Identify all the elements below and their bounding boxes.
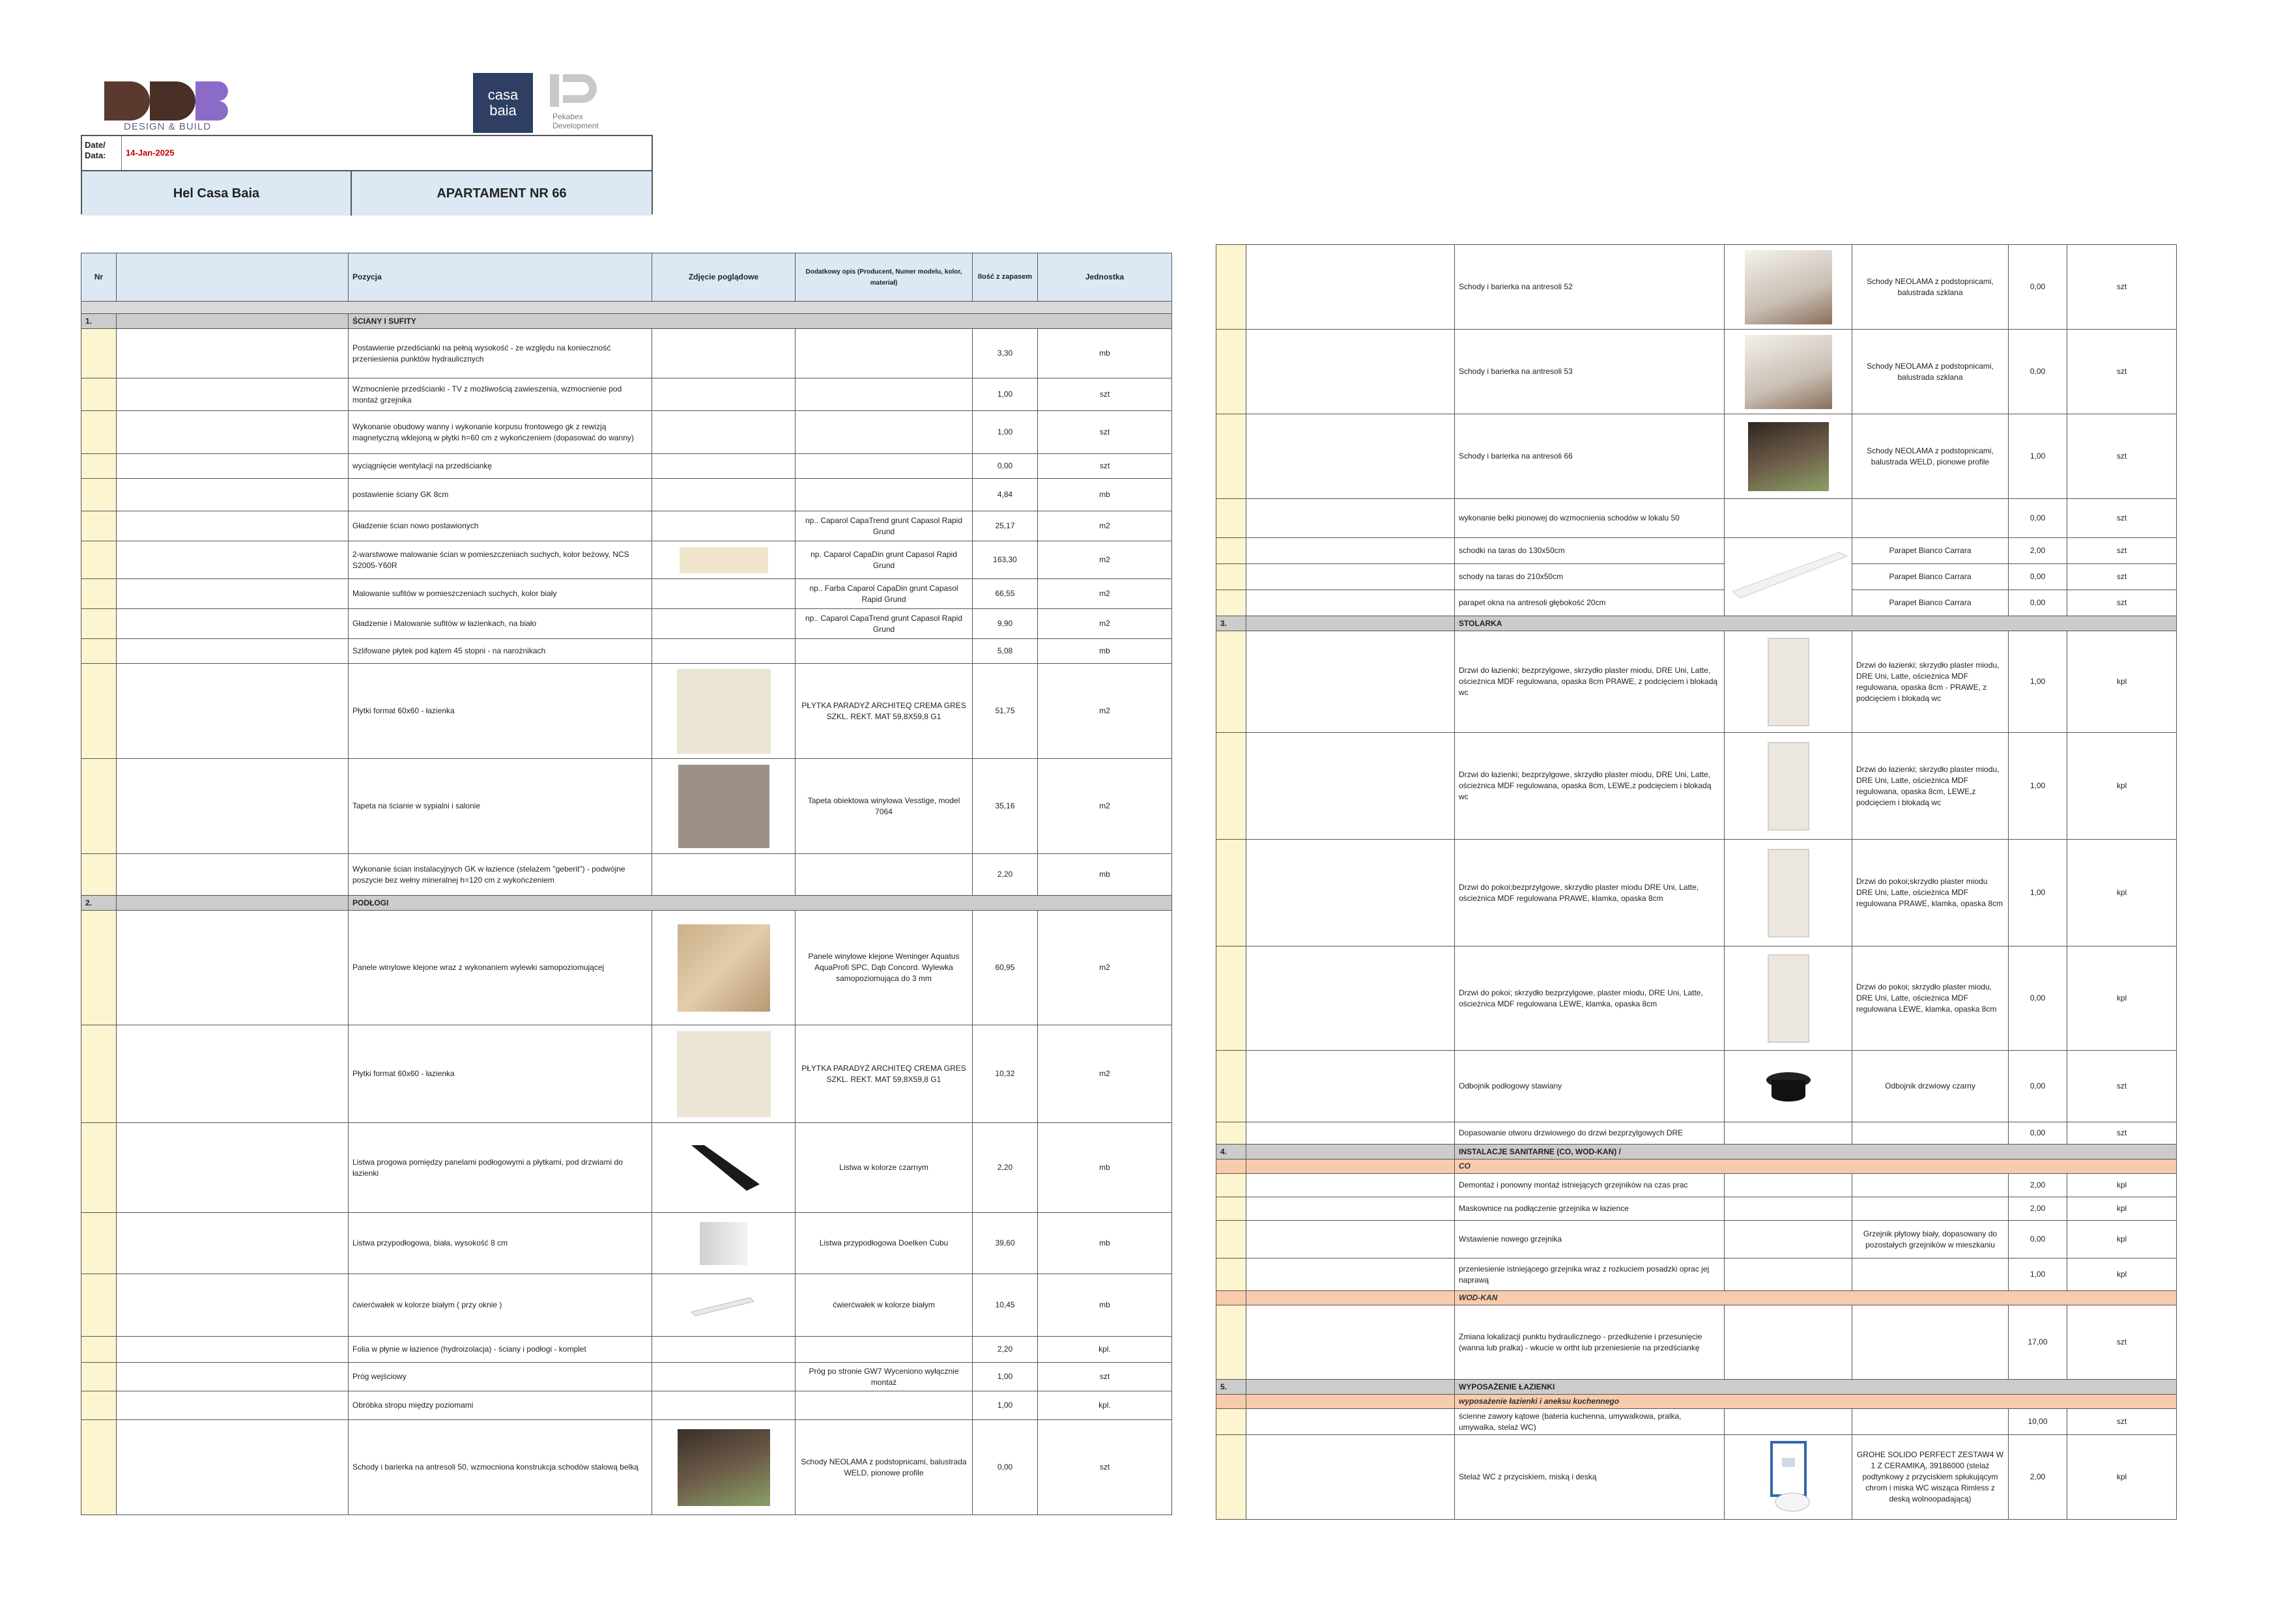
table-row: Malowanie sufitów w pomieszczeniach suchych, kolor biały np.. Farba Caparol CapaDin grunt Capasol Rapid Grund 66,55 m2 <box>81 579 1172 609</box>
table-row: Wykonanie obudowy wanny i wykonanie korpusu frontowego gk z rewizją magnetyczną wklejoną w płytki h=60 cm z wykończeniem (dopasować do wanny) 1,00 szt <box>81 411 1172 454</box>
section-row: 5. WYPOSAŻENIE ŁAZIENKI <box>1216 1380 2177 1395</box>
stairs-image <box>1745 250 1832 324</box>
col-jednostka: Jednostka <box>1038 253 1172 302</box>
table-row: Folia w płynie w łazience (hydroizolacja) - ściany i podłogi - komplet 2,20 kpl. <box>81 1337 1172 1363</box>
table-row: Dopasowanie otworu drzwiowego do drzwi bezprzylgowych DRE 0,00 szt <box>1216 1122 2177 1145</box>
table-row: postawienie ściany GK 8cm 4,84 mb <box>81 479 1172 511</box>
section-row: 1. ŚCIANY I SUFITY <box>81 314 1172 329</box>
table-row: Stelaż WC z przyciskiem, miską i deską GROHE SOLIDO PERFECT ZESTAW4 W 1 Z CERAMIKĄ, 39186000 (stelaż podtynkowy z przyciskiem spłukującym chrom i miska WC wisząca Rimless z deską wolnoopadającą) 2,00 kpl <box>1216 1435 2177 1520</box>
table-row: parapet okna na antresoli głębokość 20cm Parapet Bianco Carrara 0,00 szt <box>1216 590 2177 616</box>
stairs-image <box>1748 422 1829 491</box>
table-row: Wykonanie ścian instalacyjnych GK w łazience (stelażem "geberit") - podwójne poszycie bez wełny mineralnej h=120 cm z wykończeniem 2,20 mb <box>81 854 1172 896</box>
right-table <box>1216 244 2177 1520</box>
table-row: Próg wejściowy Próg po stronie GW7 Wyceniono wyłącznie montaż 1,00 szt <box>81 1363 1172 1391</box>
threshold-strip-image <box>685 1139 763 1197</box>
casabaia-logo: casa baia <box>473 73 533 133</box>
table-row: Schody i barierka na antresoli 66 Schody NEOLAMA z podstopnicami, balustrada WELD, pionowe profile 1,00 szt <box>1216 414 2177 499</box>
window-sill-image <box>1729 546 1850 608</box>
subsection-row: wyposażenie łazienki i aneksu kuchennego <box>1216 1395 2177 1409</box>
date-label: Date/ Data: <box>82 136 122 170</box>
table-header <box>81 253 1172 302</box>
table-row: Drzwi do łazienki; bezprzylgowe, skrzydło plaster miodu, DRE Uni, Latte, ościeżnica MDF regulowana, opaska 8cm, LEWE,z podcięciem i blokadą wc Drzwi do łazienki; skrzydło plaster miodu, DRE Uni, Latte, ościeżnica MDF regulowana, opaska 8cm, LEWE,z podcięciem i blokadą wc 1,00 kpl <box>1216 733 2177 840</box>
table-row: ścienne zawory kątowe (bateria kuchenna, umywalkowa, pralka, umywalka, stelaż WC) 10,00 szt <box>1216 1409 2177 1435</box>
table-row: Gładzenie i Malowanie sufitów w łazienkach, na biało np.. Caparol CapaTrend grunt Capasol Rapid Grund 9,90 m2 <box>81 609 1172 639</box>
stairs-image <box>1745 335 1832 409</box>
table-row: Schody i barierka na antresoli 52 Schody NEOLAMA z podstopnicami, balustrada szklana 0,00 szt <box>1216 245 2177 330</box>
table-row: schody na taras do 210x50cm Parapet Bianco Carrara 0,00 szt <box>1216 564 2177 590</box>
col-nr: Nr <box>81 253 117 302</box>
section-row: 2. PODŁOGI <box>81 896 1172 911</box>
project-header <box>81 135 653 214</box>
apartment-name: APARTAMENT NR 66 <box>437 186 567 201</box>
col-opis: Dodatkowy opis (Producent, Numer modelu, kolor, materiał) <box>796 253 973 302</box>
project-name: Hel Casa Baia <box>82 171 352 216</box>
table-row: schodki na taras do 130x50cm Parapet Bianco Carrara 2,00 szt <box>1216 538 2177 564</box>
wallpaper-image <box>678 765 769 848</box>
table-row: wyciągnięcie wentylacji na przedściankę 0,00 szt <box>81 454 1172 479</box>
pekabex-logo-text: Pekabex Development <box>552 112 599 130</box>
table-row: Szlifowane płytek pod kątem 45 stopni - na narożnikach 5,08 mb <box>81 639 1172 664</box>
table-row: Zmiana lokalizacji punktu hydraulicznego - przedłużenie i przesunięcie (wanna lub pralka) - wkucie w ortht lub przeniesienie na przedściankę 17,00 szt <box>1216 1305 2177 1380</box>
table-row: przeniesienie istniejącego grzejnika wraz z rozkuciem posadzki oprac jej naprawą 1,00 kpl <box>1216 1259 2177 1291</box>
table-row: Płytki format 60x60 - łazienka PŁYTKA PARADYŻ ARCHITEQ CREMA GRES SZKL. REKT. MAT 59,8X59,8 G1 51,75 m2 <box>81 664 1172 759</box>
vinyl-panel-image <box>678 924 770 1012</box>
table-row: Płytki format 60x60 - łazienka PŁYTKA PARADYŻ ARCHITEQ CREMA GRES SZKL. REKT. MAT 59,8X59,8 G1 10,32 m2 <box>81 1025 1172 1123</box>
date-value: 14-Jan-2025 <box>126 148 175 158</box>
wc-frame-image <box>1762 1440 1815 1515</box>
table-row: wykonanie belki pionowej do wzmocnienia schodów w lokalu 50 0,00 szt <box>1216 499 2177 538</box>
subsection-row: CO <box>1216 1160 2177 1174</box>
door-image <box>1768 638 1809 726</box>
tile-image <box>677 1031 771 1117</box>
section-row: 4. INSTALACJE SANITARNE (CO, WOD-KAN) / <box>1216 1145 2177 1160</box>
table-row: Drzwi do łazienki; bezprzylgowe, skrzydło plaster miodu, DRE Uni, Latte, ościeżnica MDF regulowana, opaska 8cm PRAWE, z podcięciem i blokadą wc Drzwi do łazienki; skrzydło plaster miodu, DRE Uni, Latte, ościeżnica MDF regulowana, opaska 8cm - PRAWE, z podcięciem i blokadą wc 1,00 kpl <box>1216 631 2177 733</box>
section-row: 3. STOLARKA <box>1216 616 2177 631</box>
table-row: Tapeta na ścianie w sypialni i salonie Tapeta obiektowa winylowa Vesstige, model 7064 35,16 m2 <box>81 759 1172 854</box>
table-row: Wzmocnienie przedścianki - TV z możliwością zawieszenia, wzmocnienie pod montaż grzejnika 1,00 szt <box>81 378 1172 411</box>
tile-image <box>677 669 771 754</box>
table-row: Schody i barierka na antresoli 50, wzmocniona konstrukcja schodów stalową belką Schody NEOLAMA z podstopnicami, balustrada WELD, pionowe profile 0,00 szt <box>81 1420 1172 1515</box>
table-row: 2-warstwowe malowanie ścian w pomieszczeniach suchych, kolor beżowy, NCS S2005-Y60R np. Caparol CapaDin grunt Capasol Rapid Grund 163,30 m2 <box>81 541 1172 579</box>
col-pozycja: Pozycja <box>349 253 652 302</box>
table-row: Postawienie przedścianki na pełną wysokość - ze względu na konieczność przeniesienia punktów hydraulicznych 3,30 mb <box>81 329 1172 378</box>
col-ilosc: Ilość z zapasem <box>973 253 1038 302</box>
table-row: Maskownice na podłączenie grzejnika w łazience 2,00 kpl <box>1216 1197 2177 1221</box>
stairs-image <box>678 1429 770 1506</box>
table-row: Obróbka stropu między poziomami 1,00 kpl. <box>81 1391 1172 1420</box>
skirting-image <box>700 1222 748 1265</box>
table-row: Schody i barierka na antresoli 53 Schody NEOLAMA z podstopnicami, balustrada szklana 0,00 szt <box>1216 330 2177 414</box>
paint-swatch-image <box>680 547 768 573</box>
table-row: Gładzenie ścian nowo postawionych np.. Caparol CapaTrend grunt Capasol Rapid Grund 25,17 m2 <box>81 511 1172 541</box>
door-image <box>1768 849 1809 937</box>
col-zdjecie: Zdjęcie poglądowe <box>652 253 796 302</box>
left-table <box>81 253 1172 1515</box>
subsection-row: WOD-KAN <box>1216 1291 2177 1305</box>
table-row: Wstawienie nowego grzejnika Grzejnik płytowy biały, dopasowany do pozostałych grzejników w mieszkaniu 0,00 kpl <box>1216 1221 2177 1259</box>
table-row: Listwa przypodłogowa, biała, wysokość 8 cm Listwa przypodłogowa Doelken Cubu 39,60 mb <box>81 1213 1172 1274</box>
door-stop-image <box>1762 1067 1815 1106</box>
ddb-logo-text: DESIGN & BUILD <box>124 121 212 132</box>
table-row: Demontaż i ponowny montaż istniejących grzejników na czas prac 2,00 kpl <box>1216 1174 2177 1197</box>
table-row: Drzwi do pokoi; skrzydło bezprzylgowe, plaster miodu, DRE Uni, Latte, ościeżnica MDF regulowana LEWE, klamka, opaska 8cm Drzwi do pokoi; skrzydło plaster miodu, DRE Uni, Latte, ościeżnica MDF regulowana LEWE, klamka, opaska 8cm 0,00 kpl <box>1216 946 2177 1051</box>
quarter-round-image <box>685 1286 763 1325</box>
door-image <box>1768 742 1809 831</box>
table-row: Panele winylowe klejone wraz z wykonaniem wylewki samopoziomującej Panele winylowe klejone Weninger Aquatus AquaProfi SPC, Dąb Concord. Wylewka samopoziomująca do 3 mm 60,95 m2 <box>81 911 1172 1025</box>
table-row: Drzwi do pokoi;bezprzylgowe, skrzydło plaster miodu DRE Uni, Latte, ościeżnica MDF regulowana PRAWE, klamka, opaska 8cm Drzwi do pokoi;skrzydło plaster miodu DRE Uni, Latte, ościeżnica MDF regulowana PRAWE, klamka, opaska 8cm 1,00 kpl <box>1216 840 2177 946</box>
table-row: Listwa progowa pomiędzy panelami podłogowymi a płytkami, pod drzwiami do łazienki Listwa w kolorze czarnym 2,20 mb <box>81 1123 1172 1213</box>
table-row: Odbojnik podłogowy stawiany Odbojnik drzwiowy czarny 0,00 szt <box>1216 1051 2177 1122</box>
table-row: ćwierćwałek w kolorze białym ( przy oknie ) ćwierćwałek w kolorze białym 10,45 mb <box>81 1274 1172 1337</box>
door-image <box>1768 954 1809 1043</box>
